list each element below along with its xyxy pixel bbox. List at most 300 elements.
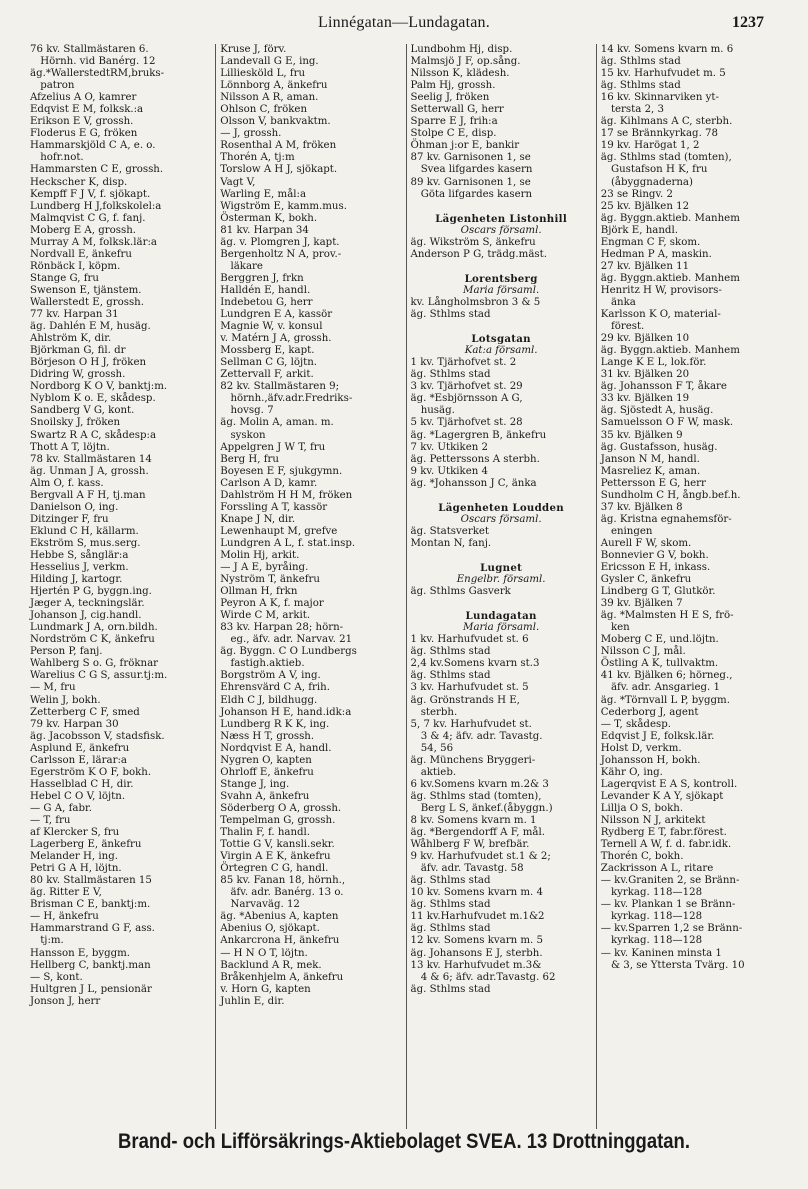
directory-line: Zettervall F, arkit.: [220, 369, 314, 381]
directory-line: 31 kv. Bjälken 20: [600, 369, 690, 381]
directory-line: äg. Jacobsson V, stadsfisk.: [30, 730, 165, 742]
directory-line: Welin J, bokh.: [30, 694, 101, 706]
directory-line: Rosenthal A M, fröken: [220, 140, 337, 152]
page-title: Linnégatan—Lundagatan.: [318, 14, 490, 31]
directory-line: Ahlström K, dir.: [30, 333, 112, 345]
directory-line: Floderus E G, fröken: [30, 128, 138, 140]
directory-line: Ternell A W, f. d. fabr.idk.: [600, 839, 732, 851]
footer-advertisement: Brand- och Lifförsäkrings-Aktiebolaget SVEA. 13 Drottninggatan.: [118, 1130, 690, 1153]
directory-line: Ericsson E H, inkass.: [600, 562, 711, 574]
directory-line: Hellberg C, banktj.man: [30, 959, 151, 971]
directory-line: v. Matérn J A, grossh.: [220, 333, 332, 345]
directory-line: 82 kv. Stallmästaren 9;: [220, 381, 340, 393]
directory-line: 23 se Ringv. 2: [600, 188, 673, 200]
directory-line: Engman C F, skom.: [600, 236, 701, 248]
directory-line: 54, 56: [410, 742, 454, 754]
directory-line: eningen: [600, 525, 653, 537]
directory-line: 6 kv.Somens kvarn m.2& 3: [410, 778, 549, 790]
directory-line: Björk E, handl.: [600, 224, 678, 236]
directory-line: Ekström S, mus.serg.: [30, 537, 141, 549]
directory-line: Nordqvist E A, handl.: [220, 742, 332, 754]
directory-line: Swenson E, tjänstem.: [30, 284, 142, 296]
directory-line: äg. Gustafsson, husäg.: [600, 441, 718, 453]
directory-line: Lägenheten Loudden: [438, 501, 564, 514]
directory-line: 79 kv. Harpan 30: [30, 718, 119, 730]
directory-line: äg. Münchens Bryggeri-: [410, 754, 536, 766]
directory-line: tj:m.: [30, 935, 64, 947]
directory-line: Narvaväg. 12: [220, 899, 300, 911]
directory-line: 33 kv. Bjälken 19: [600, 393, 690, 405]
directory-line: Lilliesköld L, fru: [220, 68, 306, 80]
directory-line: Lundberg R K K, ing.: [220, 718, 330, 730]
directory-line: Halldén E, handl.: [220, 284, 311, 296]
directory-line: äg. Sthlms stad: [410, 875, 491, 887]
directory-line: Johanson H E, hand.idk:a: [220, 706, 352, 718]
directory-line: äg. *Esbjörnsson A G,: [410, 393, 523, 405]
directory-line: Warelius C G S, assur.tj:m.: [30, 670, 168, 682]
directory-line: Nordström C K, änkefru: [30, 634, 155, 646]
directory-line: Kähr O, ing.: [600, 766, 663, 778]
directory-line: Lundgren A L, f. stat.insp.: [220, 537, 356, 549]
directory-line: [411, 490, 592, 502]
directory-line: Ohlson C, fröken: [220, 104, 308, 116]
directory-line: äg. Byggn.aktieb. Manhem: [600, 345, 740, 357]
directory-line: Moberg E A, grossh.: [30, 224, 137, 236]
directory-line: patron: [30, 80, 75, 92]
directory-line: äg. Kristna egnahemsför-: [600, 513, 732, 525]
directory-line: kyrkag. 118—128: [600, 935, 703, 947]
directory-line: Magnie W, v. konsul: [220, 321, 323, 333]
directory-line: 76 kv. Stallmästaren 6.: [30, 44, 149, 55]
directory-line: af Klercker S, fru: [30, 827, 120, 839]
directory-line: Snoilsky J, fröken: [30, 417, 121, 429]
directory-line: Hörnh. vid Banérg. 12: [30, 56, 156, 68]
directory-line: Abenius O, sjökapt.: [220, 923, 320, 935]
directory-line: tersta 2, 3: [600, 104, 665, 116]
directory-line: äg. Sthlms stad: [410, 983, 491, 995]
directory-line: Hjertén P G, byggn.ing.: [30, 586, 152, 598]
directory-line: Svahn A, änkefru: [220, 790, 310, 802]
directory-line: Hultgren J L, pensionär: [30, 983, 152, 995]
directory-line: Erikson E V, grossh.: [30, 116, 134, 128]
column-2: [215, 44, 405, 1129]
directory-line: Johansson H, bokh.: [600, 754, 701, 766]
directory-line: Rydberg E T, fabr.förest.: [600, 827, 727, 839]
directory-line: husäg.: [410, 405, 455, 417]
directory-line: Wahlberg S o. G, fröknar: [30, 658, 159, 670]
directory-line: äg. Johansons E J, sterbh.: [410, 947, 543, 959]
directory-line: Ditzinger F, fru: [30, 513, 109, 525]
directory-line: 83 kv. Harpan 28; hörn-: [220, 622, 344, 634]
directory-line: Swartz R A C, skådesp:a: [30, 429, 157, 441]
directory-line: 29 kv. Bjälken 10: [600, 333, 690, 345]
directory-line: 19 kv. Harögat 1, 2: [600, 140, 700, 152]
directory-line: Næss H T, grossh.: [220, 730, 315, 742]
directory-columns: [26, 44, 786, 1129]
directory-line: äg. Statsverket: [410, 525, 489, 537]
directory-line: 13 kv. Harhufvudet m.3&: [410, 959, 542, 971]
directory-line: Lundbohm Hj, disp.: [410, 44, 513, 55]
directory-line: Hedman P A, maskin.: [600, 248, 712, 260]
directory-line: Dahlström H H M, fröken: [220, 489, 353, 501]
directory-line: syskon: [220, 429, 266, 441]
directory-line: aktieb.: [410, 766, 457, 778]
directory-line: Vagt V,: [220, 176, 256, 188]
directory-line: Virgin A E K, änkefru: [220, 851, 331, 863]
directory-line: läkare: [220, 260, 263, 272]
directory-line: Setterwall G, herr: [410, 104, 504, 116]
directory-line: Hebel C O V, löjtn.: [30, 790, 126, 802]
directory-line: Wallerstedt E, grossh.: [30, 296, 144, 308]
directory-line: — G A, fabr.: [30, 802, 92, 814]
directory-line: Sundholm C H, ångb.bef.h.: [600, 489, 741, 501]
directory-line: Indebetou G, herr: [220, 296, 313, 308]
directory-line: äg. Dahlén E M, husäg.: [30, 321, 151, 333]
directory-line: — J, grossh.: [220, 128, 282, 140]
directory-line: Lägenheten Listonhill: [435, 212, 568, 225]
directory-line: 89 kv. Garnisonen 1, se: [410, 176, 531, 188]
directory-line: Stange G, fru: [30, 272, 99, 284]
directory-line: Björkman G, fil. dr: [30, 345, 126, 357]
directory-line: Tottie G V, kansli.sekr.: [220, 839, 335, 851]
directory-line: Carlson A D, kamr.: [220, 477, 318, 489]
directory-line: 12 kv. Somens kvarn m. 5: [410, 935, 544, 947]
directory-line: Brisman C E, banktj:m.: [30, 899, 151, 911]
directory-line: Knape J N, dir.: [220, 513, 296, 525]
directory-line: [411, 598, 592, 610]
directory-line: 35 kv. Bjälken 9: [600, 429, 683, 441]
directory-line: äg. Sjöstedt A, husäg.: [600, 405, 714, 417]
column-3: [406, 44, 596, 1129]
directory-line: Janson N M, handl.: [600, 453, 700, 465]
directory-line: Samuelsson O F W, mask.: [600, 417, 734, 429]
directory-line: äg. Sthlms stad: [410, 670, 491, 682]
directory-line: Oscars församl.: [460, 224, 542, 236]
directory-line: äg. *Lagergren B, änkefru: [410, 429, 547, 441]
directory-line: Juhlin E, dir.: [220, 995, 285, 1007]
directory-line: Eldh C J, bildhugg.: [220, 694, 318, 706]
directory-line: Österman K, bokh.: [220, 212, 318, 224]
directory-line: Wirde C M, arkit.: [220, 610, 311, 622]
directory-line: Bergvall A F H, tj.man: [30, 489, 146, 501]
directory-line: kyrkag. 118—128: [600, 887, 703, 899]
directory-line: Lönnborg A, änkefru: [220, 80, 328, 92]
directory-line: 7 kv. Utkiken 2: [410, 441, 489, 453]
directory-line: ken: [600, 622, 630, 634]
directory-line: äg. Petterssons A sterbh.: [410, 453, 540, 465]
directory-line: 8 kv. Somens kvarn m. 1: [410, 815, 537, 826]
directory-line: Zackrisson A L, ritare: [600, 863, 714, 875]
directory-line: Nordborg K O V, banktj:m.: [30, 381, 168, 393]
directory-line: Rönbäck I, köpm.: [30, 260, 121, 272]
directory-line: Cederborg J, agent: [600, 706, 699, 718]
directory-line: Jonson J, herr: [30, 995, 101, 1007]
directory-line: äg. Sthlms stad: [410, 369, 491, 381]
directory-line: äg. Sthlms stad: [410, 899, 491, 911]
directory-line: Karlsson K O, material-: [600, 309, 721, 321]
directory-line: Nyblom K o. E, skådesp.: [30, 393, 156, 405]
directory-line: Hammarskjöld C A, e. o.: [30, 140, 156, 152]
directory-line: — M, fru: [30, 682, 76, 694]
directory-line: Hansson E, byggm.: [30, 947, 131, 959]
directory-line: Hilding J, kartogr.: [30, 574, 123, 586]
directory-line: Kruse J, förv.: [220, 44, 287, 55]
directory-line: äg. Sthlms stad: [410, 646, 491, 658]
directory-line: 11 kv.Harhufvudet m.1&2: [410, 911, 545, 923]
directory-line: Söderberg O A, grossh.: [220, 802, 342, 814]
directory-line: 3 & 4; äfv. adr. Tavastg.: [410, 730, 543, 742]
directory-line: äg. Johansson F T, åkare: [600, 381, 727, 393]
directory-line: äg. Wikström S, änkefru: [410, 236, 536, 248]
directory-line: Lange K E L, lok.för.: [600, 357, 707, 369]
directory-line: äg. Kihlmans A C, sterbh.: [600, 116, 733, 128]
directory-line: [411, 261, 592, 273]
directory-line: 17 se Brännkyrkag. 78: [600, 128, 719, 140]
directory-line: Asplund E, änkefru: [30, 742, 130, 754]
directory-line: Warling E, mål:a: [220, 188, 307, 200]
directory-line: Maria församl.: [463, 284, 540, 296]
directory-line: Pettersson E G, herr: [600, 477, 706, 489]
directory-line: Seelig J, fröken: [410, 92, 490, 104]
directory-line: — S, kont.: [30, 971, 83, 983]
directory-line: Hammarstrand G F, ass.: [30, 923, 155, 935]
directory-line: hofr.not.: [30, 152, 84, 164]
directory-line: 81 kv. Harpan 34: [220, 224, 309, 236]
directory-line: Malmqvist C G, f. fanj.: [30, 212, 146, 224]
directory-line: Landevall G E, ing.: [220, 56, 319, 68]
directory-line: Alm O, f. kass.: [30, 477, 104, 489]
directory-line: Lagerberg E, änkefru: [30, 839, 142, 851]
directory-line: 25 kv. Bjälken 12: [600, 200, 690, 212]
directory-line: 27 kv. Bjälken 11: [600, 260, 690, 272]
directory-line: 41 kv. Bjälken 6; hörneg.,: [600, 670, 733, 682]
directory-line: Gysler C, änkefru: [600, 574, 692, 586]
directory-line: 10 kv. Somens kvarn m. 4: [410, 887, 544, 899]
directory-line: Östling A K, tullvaktm.: [600, 658, 719, 670]
directory-line: Thalin F, f. handl.: [220, 827, 311, 839]
directory-line: hovsg. 7: [220, 405, 274, 417]
directory-line: Sandberg V G, kont.: [30, 405, 135, 417]
directory-line: Petri G A H, löjtn.: [30, 863, 122, 875]
directory-line: [411, 201, 592, 213]
directory-line: Molin Hj, arkit.: [220, 549, 300, 561]
directory-line: 16 kv. Skinnarviken yt-: [600, 92, 719, 104]
directory-line: Ehrensvärd C A, frih.: [220, 682, 330, 694]
directory-line: Hammarsten C E, grossh.: [30, 164, 164, 176]
directory-line: — J A E, byråing.: [220, 562, 309, 574]
directory-line: äg. v. Plomgren J, kapt.: [220, 236, 340, 248]
directory-line: äg. *Törnvall L P, byggm.: [600, 694, 730, 706]
directory-line: Lugnet: [480, 562, 523, 575]
directory-line: 39 kv. Bjälken 7: [600, 598, 683, 610]
directory-line: äg. Ritter E V,: [30, 887, 102, 899]
directory-line: 1 kv. Tjärhofvet st. 2: [410, 357, 517, 369]
directory-line: Nyström T, änkefru: [220, 574, 320, 586]
directory-line: 77 kv. Harpan 31: [30, 309, 119, 321]
directory-line: äfv. adr. Tavastg. 58: [410, 863, 524, 875]
directory-line: Appelgren J W T, fru: [220, 441, 326, 453]
directory-line: äg. *Bergendorff A F, mål.: [410, 827, 545, 839]
directory-line: Sellman C G, löjtn.: [220, 357, 318, 369]
directory-line: Berg H, fru: [220, 453, 279, 465]
directory-line: 80 kv. Stallmästaren 15: [30, 875, 152, 887]
directory-line: äg. Sthlms stad (tomten),: [600, 152, 732, 164]
directory-line: Lorentsberg: [464, 272, 538, 285]
directory-line: Bonnevier G V, bokh.: [600, 549, 709, 561]
directory-line: Danielson O, ing.: [30, 501, 119, 513]
directory-line: Lundgren E A, kassör: [220, 309, 333, 321]
directory-line: Lillja O S, bokh.: [600, 802, 684, 814]
directory-line: Nilsson K, klädesh.: [410, 68, 510, 80]
directory-line: Lundagatan: [465, 610, 537, 623]
directory-line: Sparre E J, frih:a: [410, 116, 498, 128]
directory-line: Wigström E, kamm.mus.: [220, 200, 347, 212]
directory-line: Johanson J, cig.handl.: [30, 610, 142, 622]
directory-line: Berg L S, änkef.(åbyggn.): [410, 802, 553, 814]
directory-line: Göta lifgardes kasern: [410, 188, 533, 200]
directory-line: äg.*WallerstedtRM,bruks-: [30, 68, 165, 80]
directory-line: äg. *Malmsten H E S, frö-: [600, 610, 734, 622]
directory-line: förest.: [600, 321, 645, 333]
directory-line: kv. Långholmsbron 3 & 5: [410, 296, 541, 308]
directory-line: — kv. Kaninen minsta 1: [600, 947, 722, 959]
directory-line: Engelbr. församl.: [456, 574, 546, 586]
directory-line: — kv.Graniten 2, se Bränn-: [600, 875, 740, 887]
directory-line: Bråkenhjelm A, änkefru: [220, 971, 344, 983]
directory-line: 78 kv. Stallmästaren 14: [30, 453, 152, 465]
directory-line: Stange J, ing.: [220, 778, 290, 790]
directory-line: äg. Sthlms stad: [410, 923, 491, 935]
directory-line: äg. Sthlms stad: [600, 56, 681, 68]
directory-line: äg. Grönstrands H E,: [410, 694, 520, 706]
directory-line: äg. Unman J A, grossh.: [30, 465, 149, 477]
directory-line: 5 kv. Tjärhofvet st. 28: [410, 417, 523, 429]
directory-line: eg., äfv. adr. Narvav. 21: [220, 634, 353, 646]
directory-line: Örtegren C G, handl.: [220, 863, 329, 875]
directory-line: äg. Byggn.aktieb. Manhem: [600, 212, 740, 224]
directory-line: Nilsson A R, aman.: [220, 92, 319, 104]
directory-line: äg. Byggn.aktieb. Manhem: [600, 272, 740, 284]
directory-line: Malmsjö J F, op.sång.: [410, 56, 521, 68]
directory-line: Montan N, fanj.: [410, 537, 492, 549]
directory-line: — kv. Plankan 1 se Bränn-: [600, 899, 736, 911]
directory-line: Moberg C E, und.löjtn.: [600, 634, 719, 646]
directory-line: Carlsson E, lärar:a: [30, 754, 127, 766]
directory-line: v. Horn G, kapten: [220, 983, 311, 995]
directory-line: Lindberg G T, Glutkör.: [600, 586, 716, 598]
directory-line: Afzelius A O, kamrer: [30, 92, 137, 104]
directory-line: Tempelman G, grossh.: [220, 815, 336, 826]
directory-line: Melander H, ing.: [30, 851, 118, 863]
directory-line: Thott A T, löjtn.: [30, 441, 110, 453]
directory-line: 85 kv. Fanan 18, hörnh.,: [220, 875, 346, 887]
directory-line: äg. Sthlms Gasverk: [410, 586, 511, 598]
directory-line: — H N O T, löjtn.: [220, 947, 308, 959]
directory-line: Mossberg E, kapt.: [220, 345, 315, 357]
directory-line: äg. Sthlms stad: [600, 80, 681, 92]
directory-line: Nygren O, kapten: [220, 754, 312, 766]
directory-line: — H, änkefru: [30, 911, 99, 923]
page-number: 1237: [732, 14, 764, 31]
directory-line: Börjeson O H J, fröken: [30, 357, 147, 369]
directory-line: Edqvist E M, folksk.:a: [30, 104, 144, 116]
directory-line: Lundberg H J,folkskolel:a: [30, 200, 162, 212]
directory-line: Backlund A R, mek.: [220, 959, 322, 971]
directory-line: äfv. adr. Ansgarieg. 1: [600, 682, 721, 694]
column-1: [26, 44, 215, 1129]
column-4: [596, 44, 786, 1129]
directory-line: 37 kv. Bjälken 8: [600, 501, 683, 513]
directory-line: Olsson V, bankvaktm.: [220, 116, 331, 128]
directory-line: Nordvall E, änkefru: [30, 248, 132, 260]
directory-line: Lotsgatan: [471, 333, 531, 346]
directory-line: Eklund C H, källarm.: [30, 525, 139, 537]
directory-line: Öhman j:or E, bankir: [410, 140, 520, 152]
directory-line: Didring W, grossh.: [30, 369, 126, 381]
directory-line: Aurell F W, skom.: [600, 537, 692, 549]
directory-line: Lundmark J A, orn.bildh.: [30, 622, 158, 634]
directory-line: Stolpe C E, disp.: [410, 128, 497, 140]
directory-line: 15 kv. Harhufvudet m. 5: [600, 68, 726, 80]
directory-line: Nilsson C J, mål.: [600, 646, 686, 658]
directory-line: sterbh.: [410, 706, 458, 718]
directory-line: Svea lifgardes kasern: [410, 164, 533, 176]
directory-line: Berggren J, frkn: [220, 272, 304, 284]
directory-line: Thorén A, tj:m: [220, 152, 295, 164]
directory-line: — kv.Sparren 1,2 se Bränn-: [600, 923, 743, 935]
directory-line: Bergenholtz N A, prov.-: [220, 248, 342, 260]
directory-line: Kempff F J V, f. sjökapt.: [30, 188, 151, 200]
directory-line: Borgström A V, ing.: [220, 670, 321, 682]
directory-line: Egerström K O F, bokh.: [30, 766, 152, 778]
directory-line: 4 & 6; äfv. adr.Tavastg. 62: [410, 971, 556, 983]
directory-line: 3 kv. Tjärhofvet st. 29: [410, 381, 523, 393]
directory-line: Anderson P G, trädg.mäst.: [410, 248, 547, 260]
directory-line: Murray A M, folksk.lär:a: [30, 236, 157, 248]
directory-line: Lewenhaupt M, grefve: [220, 525, 338, 537]
directory-line: Gustafson H K, fru: [600, 164, 708, 176]
directory-line: Kat:a församl.: [464, 345, 538, 357]
directory-line: Maria församl.: [463, 622, 540, 634]
directory-line: äfv. adr. Banérg. 13 o.: [220, 887, 344, 899]
directory-line: Thorén C, bokh.: [600, 851, 684, 863]
directory-line: Oscars församl.: [460, 513, 542, 525]
directory-line: äg. *Abenius A, kapten: [220, 911, 339, 923]
directory-line: Ohrloff E, änkefru: [220, 766, 314, 778]
directory-line: Wåhlberg F W, brefbär.: [410, 839, 530, 851]
directory-line: Ollman H, frkn: [220, 586, 298, 598]
directory-line: 5, 7 kv. Harhufvudet st.: [410, 718, 532, 730]
directory-line: äg. Sthlms stad: [410, 309, 491, 321]
directory-line: 1 kv. Harhufvudet st. 6: [410, 634, 529, 646]
directory-line: 9 kv. Harhufvudet st.1 & 2;: [410, 851, 551, 863]
directory-line: [411, 550, 592, 562]
directory-line: 9 kv. Utkiken 4: [410, 465, 489, 477]
directory-line: änka: [600, 296, 636, 308]
directory-line: Boyesen E F, sjukgymn.: [220, 465, 343, 477]
directory-line: 14 kv. Somens kvarn m. 6: [600, 44, 734, 55]
directory-line: 2,4 kv.Somens kvarn st.3: [410, 658, 540, 670]
directory-line: Hasselblad C H, dir.: [30, 778, 134, 790]
directory-line: Levander K A Y, sjökapt: [600, 790, 724, 802]
directory-line: Peyron A K, f. major: [220, 598, 324, 610]
directory-line: [411, 321, 592, 333]
directory-line: äg. Byggn. C O Lundbergs: [220, 646, 357, 658]
directory-line: Forssling A T, kassör: [220, 501, 328, 513]
directory-line: Nilsson N J, arkitekt: [600, 815, 706, 826]
directory-line: Jæger A, teckningslär.: [30, 598, 145, 610]
directory-line: (åbyggnaderna): [600, 176, 693, 188]
